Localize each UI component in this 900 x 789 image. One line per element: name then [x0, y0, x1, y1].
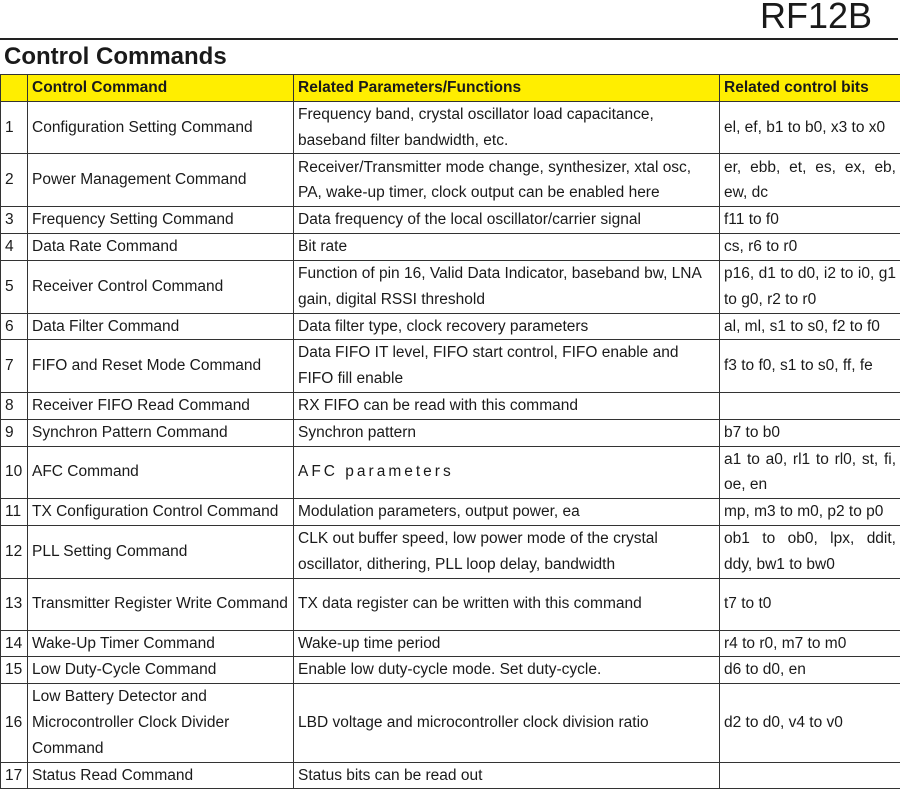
parameters-cell: Data filter type, clock recovery parameters: [294, 313, 720, 340]
parameters-cell: Function of pin 16, Valid Data Indicator, baseband bw, LNA gain, digital RSSI threshold: [294, 260, 720, 313]
control-bits-cell: a1 to a0, rl1 to rl0, st, fi, oe, en: [720, 446, 900, 499]
parameters-cell: AFC parameters: [294, 446, 720, 499]
row-number: 4: [1, 234, 28, 261]
row-number: 6: [1, 313, 28, 340]
control-bits-cell: [720, 392, 900, 419]
row-number: 9: [1, 419, 28, 446]
header-related-parameters: Related Parameters/Functions: [294, 75, 720, 102]
control-bits-cell: [720, 762, 900, 789]
control-command-cell: TX Configuration Control Command: [28, 499, 294, 526]
control-bits-cell: mp, m3 to m0, p2 to p0: [720, 499, 900, 526]
control-bits-cell: cs, r6 to r0: [720, 234, 900, 261]
control-command-cell: AFC Command: [28, 446, 294, 499]
control-command-cell: Frequency Setting Command: [28, 207, 294, 234]
control-command-cell: Low Battery Detector and Microcontroller Clock Divider Command: [28, 684, 294, 762]
control-bits-cell: er, ebb, et, es, ex, eb, ew, dc: [720, 154, 900, 207]
parameters-cell: Frequency band, crystal oscillator load capacitance, baseband filter bandwidth, etc.: [294, 101, 720, 154]
table-row: [1, 154, 900, 207]
table-row: [1, 578, 900, 630]
row-number: 16: [1, 684, 28, 762]
row-number: 15: [1, 657, 28, 684]
table-row: [1, 419, 900, 446]
parameters-cell: RX FIFO can be read with this command: [294, 392, 720, 419]
header-related-control-bits: Related control bits: [720, 75, 900, 102]
parameters-cell: Modulation parameters, output power, ea: [294, 499, 720, 526]
row-number: 12: [1, 525, 28, 578]
control-bits-cell: r4 to r0, m7 to m0: [720, 630, 900, 657]
control-bits-cell: p16, d1 to d0, i2 to i0, g1 to g0, r2 to r0: [720, 260, 900, 313]
parameters-cell: Data FIFO IT level, FIFO start control, FIFO enable and FIFO fill enable: [294, 340, 720, 393]
table-row: [1, 630, 900, 657]
table-row: [1, 446, 900, 499]
control-bits-cell: d6 to d0, en: [720, 657, 900, 684]
doc-title: RF12B: [760, 0, 872, 38]
control-commands-table: [0, 74, 900, 789]
table-row: [1, 499, 900, 526]
control-command-cell: Receiver Control Command: [28, 260, 294, 313]
row-number: 11: [1, 499, 28, 526]
control-command-cell: Wake-Up Timer Command: [28, 630, 294, 657]
parameters-cell: Data frequency of the local oscillator/carrier signal: [294, 207, 720, 234]
table-row: [1, 657, 900, 684]
table-row: [1, 340, 900, 393]
row-number: 7: [1, 340, 28, 393]
control-bits-cell: f11 to f0: [720, 207, 900, 234]
row-number: 5: [1, 260, 28, 313]
table-row: [1, 207, 900, 234]
control-command-cell: FIFO and Reset Mode Command: [28, 340, 294, 393]
control-bits-cell: al, ml, s1 to s0, f2 to f0: [720, 313, 900, 340]
row-number: 8: [1, 392, 28, 419]
table-row: [1, 684, 900, 762]
row-number: 1: [1, 101, 28, 154]
parameters-cell: Enable low duty-cycle mode. Set duty-cycle.: [294, 657, 720, 684]
control-bits-cell: t7 to t0: [720, 578, 900, 630]
table-header-row: [1, 75, 900, 102]
parameters-cell: Bit rate: [294, 234, 720, 261]
control-command-cell: Status Read Command: [28, 762, 294, 789]
control-command-cell: Data Filter Command: [28, 313, 294, 340]
row-number: 10: [1, 446, 28, 499]
control-command-cell: Data Rate Command: [28, 234, 294, 261]
control-command-cell: Synchron Pattern Command: [28, 419, 294, 446]
parameters-cell: Receiver/Transmitter mode change, synthesizer, xtal osc, PA, wake-up timer, clock output can be enabled here: [294, 154, 720, 207]
control-bits-cell: b7 to b0: [720, 419, 900, 446]
parameters-cell: Wake-up time period: [294, 630, 720, 657]
parameters-cell: Synchron pattern: [294, 419, 720, 446]
row-number: 17: [1, 762, 28, 789]
control-bits-cell: el, ef, b1 to b0, x3 to x0: [720, 101, 900, 154]
table-row: [1, 313, 900, 340]
section-title: Control Commands: [4, 42, 227, 72]
control-command-cell: Receiver FIFO Read Command: [28, 392, 294, 419]
control-bits-cell: d2 to d0, v4 to v0: [720, 684, 900, 762]
row-number: 3: [1, 207, 28, 234]
parameters-cell: CLK out buffer speed, low power mode of the crystal oscillator, dithering, PLL loop delay, bandwidth: [294, 525, 720, 578]
table-row: [1, 101, 900, 154]
table-row: [1, 762, 900, 789]
table-row: [1, 260, 900, 313]
control-command-cell: PLL Setting Command: [28, 525, 294, 578]
header-num: [1, 75, 28, 102]
control-command-cell: Power Management Command: [28, 154, 294, 207]
parameters-cell: TX data register can be written with this command: [294, 578, 720, 630]
control-command-cell: Low Duty-Cycle Command: [28, 657, 294, 684]
parameters-cell: LBD voltage and microcontroller clock division ratio: [294, 684, 720, 762]
row-number: 13: [1, 578, 28, 630]
table-row: [1, 392, 900, 419]
row-number: 2: [1, 154, 28, 207]
header-rule: [0, 38, 898, 40]
control-bits-cell: ob1 to ob0, lpx, ddit, ddy, bw1 to bw0: [720, 525, 900, 578]
control-command-cell: Configuration Setting Command: [28, 101, 294, 154]
row-number: 14: [1, 630, 28, 657]
parameters-cell: Status bits can be read out: [294, 762, 720, 789]
control-bits-cell: f3 to f0, s1 to s0, ff, fe: [720, 340, 900, 393]
table-row: [1, 525, 900, 578]
header-control-command: Control Command: [28, 75, 294, 102]
control-command-cell: Transmitter Register Write Command: [28, 578, 294, 630]
table-row: [1, 234, 900, 261]
